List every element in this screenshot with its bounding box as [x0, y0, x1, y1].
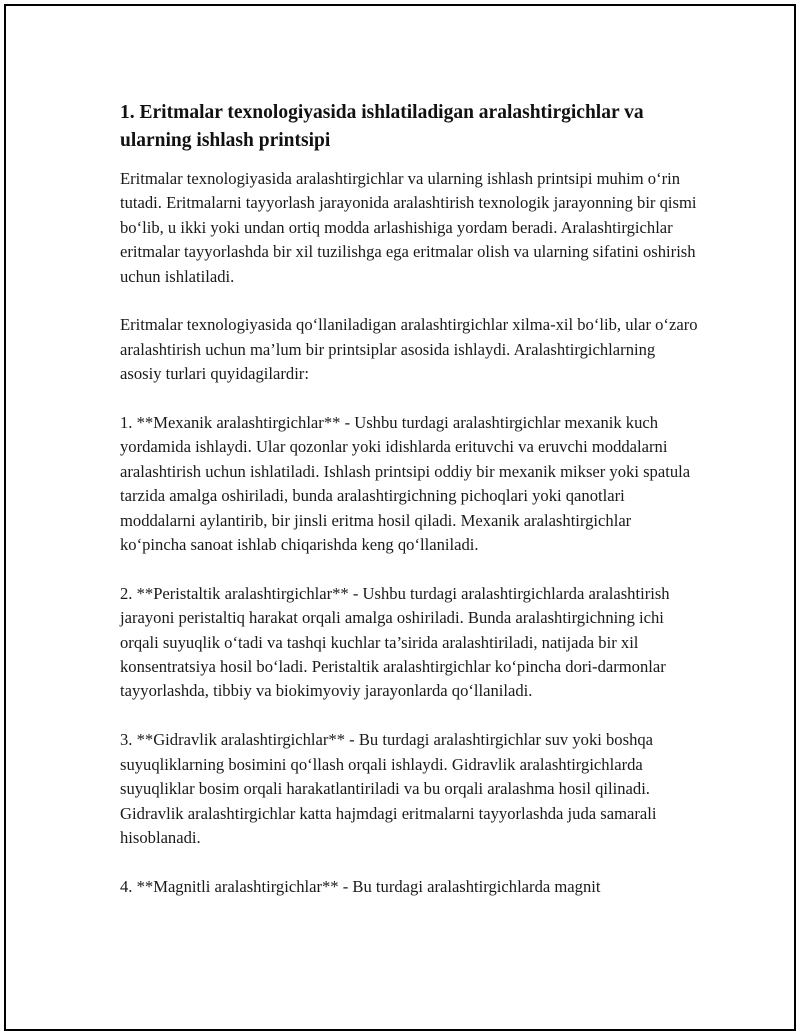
- paragraph-intro: Eritmalar texnologiyasida aralashtirgichlar va ularning ishlash printsipi muhim o‘rin tutadi. Eritmalarni tayyorlash jarayonida aralashtirish texnologik jarayonning bir qismi bo‘lib, u ikki yoki undan ortiq modda arlashishiga yordam beradi. Aralashtirgichlar eritmalar tayyorlashda bir xil tuzilishga ega eritmalar olish va ularning sifatini oshirish uchun ishlatiladi.: [120, 169, 697, 286]
- paragraph-magnetic-mixers: 4. **Magnitli aralashtirgichlar** - Bu turdagi aralashtirgichlarda magnit: [120, 876, 601, 896]
- page-frame: [4, 4, 796, 1031]
- paragraph-peristaltic-mixers: 2. **Peristaltik aralashtirgichlar** - Ushbu turdagi aralashtirgichlarda aralashtirish jarayoni peristaltiq harakat orqali amalga oshiriladi. Bunda aralashtirgichning ichi orqali suyuqlik o‘tadi va tashqi kuchlar ta’sirida aralashtiriladi, natijada bir xil konsentratsiya hosil bo‘ladi. Peristaltik aralashtirgichlar ko‘pincha dori-darmonlar tayyorlashda, tibbiy va biokimyoviy jarayonlarda qo‘llaniladi.: [120, 583, 670, 701]
- document-title: 1. Eritmalar texnologiyasida ishlatiladigan aralashtirgichlar va ularning ishlash printsipi: [120, 102, 644, 151]
- paragraph-types-overview: Eritmalar texnologiyasida qo‘llaniladigan aralashtirgichlar xilma-xil bo‘lib, ular o‘zaro aralashtirish uchun ma’lum bir printsiplar asosida ishlaydi. Aralashtirgichlarning asosiy turlari quyidagilardir:: [120, 315, 698, 384]
- paragraph-hydraulic-mixers: 3. **Gidravlik aralashtirgichlar** - Bu turdagi aralashtirgichlar suv yoki boshqa suyuqliklarning bosimini qo‘llash orqali ishlaydi. Gidravlik aralashtirgichlarda suyuqliklar bosim orqali harakatlantiriladi va bu orqali aralashma hosil qilinadi. Gidravlik aralashtirgichlar katta hajmdagi eritmalarni tayyorlashda juda samarali hisoblanadi.: [120, 730, 657, 847]
- paragraph-mechanical-mixers: 1. **Mexanik aralashtirgichlar** - Ushbu turdagi aralashtirgichlar mexanik kuch yordamida ishlaydi. Ular qozonlar yoki idishlarda erituvchi va eruvchi moddalarni aralashtirish uchun ishlatiladi. Ishlash printsipi oddiy bir mexanik mikser yoki spatula tarzida amalga oshiriladi, bunda aralashtirgichning pichoqlari yoki qanotlari moddalarni aylantirib, bir jinsli eritma hosil qiladi. Mexanik aralashtirgichlar ko‘pincha sanoat ishlab chiqarishda keng qo‘llaniladi.: [120, 413, 691, 555]
- document-content: [120, 99, 700, 924]
